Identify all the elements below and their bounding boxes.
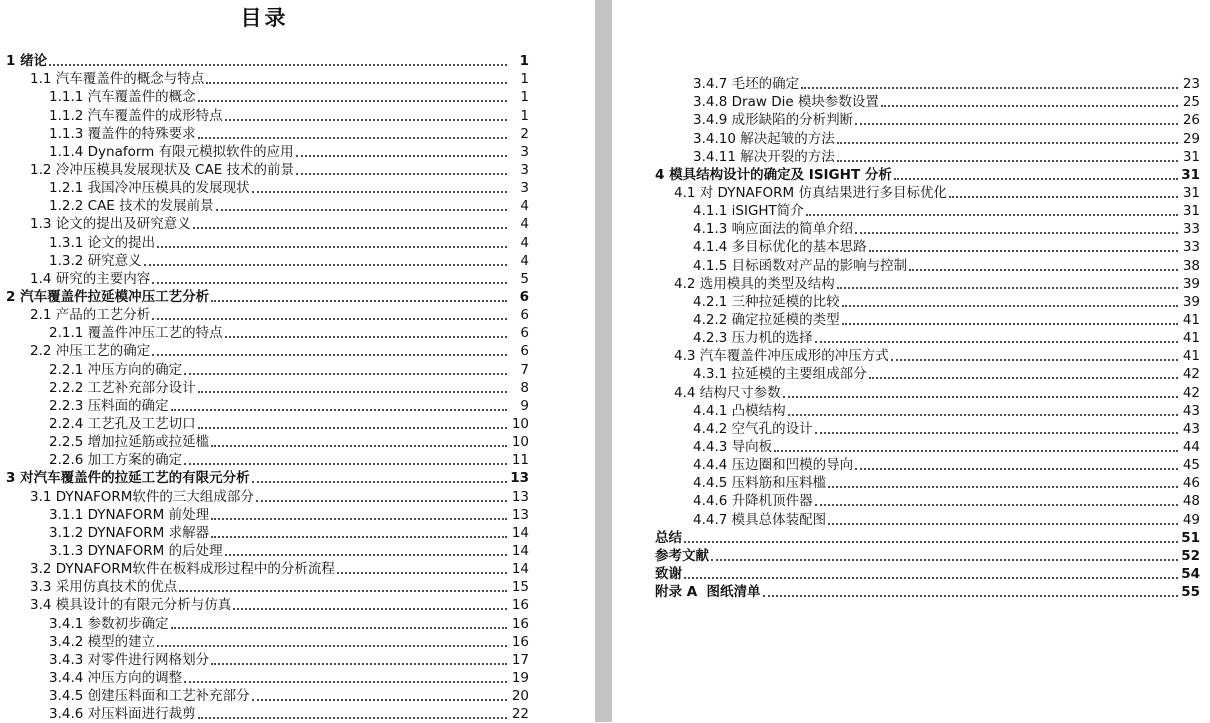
- toc-entry[interactable]: [612, 75, 1200, 93]
- toc-entry-title: 3.4.10 解决起皱的方法: [693, 130, 835, 147]
- toc-entry-title: 3.2 DYNAFORM软件在板料成形过程中的分析流程: [30, 561, 335, 578]
- dot-leader-icon: [179, 590, 507, 592]
- toc-entry[interactable]: [612, 184, 1200, 202]
- toc-entry-page-number: 5: [520, 270, 529, 287]
- dot-leader-icon: [837, 287, 1178, 289]
- toc-entry[interactable]: [0, 360, 529, 378]
- toc-entry-title: 4.4.3 导向板: [693, 438, 773, 455]
- toc-entry-title: 3.4.8 Draw Die 模块参数设置: [693, 94, 879, 111]
- dot-leader-icon: [783, 396, 1178, 398]
- toc-entry[interactable]: [0, 306, 529, 324]
- toc-entry[interactable]: [0, 524, 529, 542]
- toc-entry-page-number: 6: [520, 307, 529, 324]
- toc-entry[interactable]: [612, 456, 1200, 474]
- toc-entry-page-number: 33: [1182, 239, 1200, 256]
- toc-entry[interactable]: [612, 293, 1200, 311]
- dot-leader-icon: [828, 486, 1178, 488]
- toc-entry-title: 4.1.1 iSIGHT简介: [693, 203, 804, 220]
- toc-entry-title: 2.2.6 加工方案的确定: [49, 452, 183, 469]
- toc-entry-title: 1.1.3 覆盖件的特殊要求: [49, 125, 196, 142]
- toc-entry[interactable]: [612, 202, 1200, 220]
- toc-entry[interactable]: [0, 270, 529, 288]
- toc-entry[interactable]: [612, 347, 1200, 365]
- dot-leader-icon: [949, 196, 1178, 198]
- dot-leader-icon: [252, 699, 507, 701]
- toc-entry-page-number: 51: [1181, 529, 1200, 546]
- dot-leader-icon: [909, 269, 1178, 271]
- toc-entry[interactable]: [0, 705, 529, 723]
- toc-entry[interactable]: [0, 669, 529, 687]
- toc-entry[interactable]: [0, 125, 529, 143]
- toc-entry-title: 3.1 DYNAFORM软件的三大组成部分: [30, 488, 254, 505]
- toc-entry[interactable]: [0, 179, 529, 197]
- toc-entry-title: 1.3.1 论文的提出: [49, 234, 156, 251]
- toc-entry-title: 3.4.6 对压料面进行裁剪: [49, 706, 196, 723]
- toc-entry-page-number: 44: [1182, 438, 1200, 455]
- dot-leader-icon: [193, 227, 507, 229]
- toc-entry-title: 3.4.2 模型的建立: [49, 633, 156, 650]
- toc-entry[interactable]: [612, 238, 1200, 256]
- toc-entry-title: 3.4.1 参数初步确定: [49, 615, 169, 632]
- dot-leader-icon: [198, 137, 507, 139]
- toc-entry[interactable]: [612, 383, 1200, 401]
- toc-entry[interactable]: [0, 433, 529, 451]
- toc-entry[interactable]: [612, 129, 1200, 147]
- toc-entry-page-number: 3: [520, 161, 529, 178]
- toc-entry-title: 2.2.5 增加拉延筋或拉延槛: [49, 434, 210, 451]
- dot-leader-icon: [211, 445, 507, 447]
- dot-leader-icon: [157, 645, 507, 647]
- toc-entry[interactable]: [0, 106, 529, 124]
- dot-leader-icon: [842, 323, 1178, 325]
- dot-leader-icon: [233, 608, 507, 610]
- toc-entry-page-number: 41: [1182, 348, 1200, 365]
- toc-entry-page-number: 15: [511, 579, 529, 596]
- toc-entry-page-number: 41: [1182, 330, 1200, 347]
- toc-entry-title: 1.1.1 汽车覆盖件的概念: [49, 89, 196, 106]
- dot-leader-icon: [806, 214, 1178, 216]
- toc-entry-title: 4.4.6 升降机顶件器: [693, 493, 813, 510]
- toc-entry[interactable]: [612, 510, 1200, 528]
- toc-entry[interactable]: [612, 547, 1200, 565]
- dot-leader-icon: [198, 391, 507, 393]
- toc-entry-page-number: 26: [1182, 112, 1200, 129]
- dot-leader-icon: [184, 681, 507, 683]
- toc-entry-page-number: 16: [511, 615, 529, 632]
- toc-entry-page-number: 6: [520, 325, 529, 342]
- toc-entry-page-number: 46: [1182, 475, 1200, 492]
- dot-leader-icon: [801, 87, 1178, 89]
- dot-leader-icon: [225, 336, 507, 338]
- toc-entry-page-number: 9: [520, 397, 529, 414]
- dot-leader-icon: [216, 209, 507, 211]
- toc-entry-title: 1.1.2 汽车覆盖件的成形特点: [49, 107, 223, 124]
- toc-entry-page-number: 13: [511, 488, 529, 505]
- dot-leader-icon: [296, 173, 507, 175]
- toc-entry-title: 4.2.1 三种拉延模的比较: [693, 293, 840, 310]
- toc-entry[interactable]: [0, 596, 529, 614]
- toc-entry-title: 4.1 对 DYNAFORM 仿真结果进行多目标优化: [674, 184, 947, 201]
- dot-leader-icon: [842, 305, 1178, 307]
- toc-entry-title: 4 模具结构设计的确定及 ISIGHT 分析: [655, 166, 892, 183]
- toc-entry-page-number: 31: [1181, 166, 1200, 183]
- dot-leader-icon: [198, 427, 507, 429]
- toc-entry-title: 致谢: [655, 565, 682, 582]
- toc-entry[interactable]: [0, 415, 529, 433]
- toc-entry[interactable]: [0, 687, 529, 705]
- dot-leader-icon: [296, 155, 507, 157]
- toc-entry-title: 2 汽车覆盖件拉延模冲压工艺分析: [6, 288, 210, 305]
- dot-leader-icon: [252, 481, 507, 483]
- toc-entry-title: 3.1.3 DYNAFORM 的后处理: [49, 542, 223, 559]
- toc-entry-page-number: 52: [1181, 547, 1200, 564]
- dot-leader-icon: [815, 432, 1178, 434]
- dot-leader-icon: [891, 359, 1178, 361]
- dot-leader-icon: [855, 123, 1178, 125]
- toc-entry[interactable]: [0, 215, 529, 233]
- toc-entry-title: 1.4 研究的主要内容: [30, 270, 151, 287]
- toc-entry[interactable]: [0, 451, 529, 469]
- dot-leader-icon: [763, 595, 1178, 597]
- toc-entry-title: 1.3.2 研究意义: [49, 252, 142, 269]
- dot-leader-icon: [198, 717, 507, 719]
- dot-leader-icon: [256, 500, 507, 502]
- toc-entry-title: 3.4.7 毛坯的确定: [693, 76, 800, 93]
- dot-leader-icon: [828, 523, 1178, 525]
- toc-entry-page-number: 1: [519, 53, 529, 70]
- toc-entry-page-number: 13: [510, 470, 529, 487]
- toc-entry-page-number: 6: [519, 288, 529, 305]
- toc-entry-page-number: 19: [511, 669, 529, 686]
- dot-leader-icon: [894, 178, 1178, 180]
- toc-entry-page-number: 39: [1182, 293, 1200, 310]
- toc-entry-title: 4.4.2 空气孔的设计: [693, 420, 813, 437]
- toc-entry-title: 2.2 冲压工艺的确定: [30, 343, 151, 360]
- toc-entry[interactable]: [0, 560, 529, 578]
- toc-entry[interactable]: [0, 288, 529, 306]
- toc-entry-page-number: 31: [1182, 184, 1200, 201]
- toc-entry-page-number: 17: [511, 651, 529, 668]
- toc-entry-page-number: 7: [520, 361, 529, 378]
- toc-entry[interactable]: [0, 506, 529, 524]
- toc-entry-page-number: 45: [1182, 457, 1200, 474]
- toc-entry[interactable]: [0, 379, 529, 397]
- dot-leader-icon: [855, 232, 1178, 234]
- dot-leader-icon: [211, 663, 507, 665]
- toc-entry-page-number: 23: [1182, 76, 1200, 93]
- toc-entry-page-number: 38: [1182, 257, 1200, 274]
- toc-entry-page-number: 13: [511, 506, 529, 523]
- toc-entry-title: 2.2.3 压料面的确定: [49, 397, 169, 414]
- dot-leader-icon: [171, 627, 507, 629]
- toc-entry[interactable]: [612, 329, 1200, 347]
- dot-leader-icon: [184, 373, 507, 375]
- dot-leader-icon: [157, 246, 507, 248]
- toc-entry[interactable]: [0, 614, 529, 632]
- toc-entry-page-number: 10: [511, 434, 529, 451]
- toc-entry[interactable]: [612, 529, 1200, 547]
- toc-entry[interactable]: [612, 365, 1200, 383]
- toc-entry-title: 3.4.4 冲压方向的调整: [49, 669, 183, 686]
- toc-entry[interactable]: [612, 492, 1200, 510]
- toc-entry-title: 3.4 模具设计的有限元分析与仿真: [30, 597, 232, 614]
- toc-entry-page-number: 43: [1182, 402, 1200, 419]
- dot-leader-icon: [684, 577, 1178, 579]
- toc-entry-page-number: 16: [511, 597, 529, 614]
- toc-entry-title: 4.1.5 目标函数对产品的影响与控制: [693, 257, 908, 274]
- toc-entry-title: 3 对汽车覆盖件的拉延工艺的有限元分析: [6, 470, 250, 487]
- toc-entry-title: 4.3 汽车覆盖件冲压成形的冲压方式: [674, 348, 889, 365]
- dot-leader-icon: [184, 463, 507, 465]
- toc-entry-page-number: 6: [520, 343, 529, 360]
- toc-entry-page-number: 33: [1182, 221, 1200, 238]
- toc-entry-title: 4.4.5 压料筋和压料槛: [693, 475, 827, 492]
- toc-entry-title: 3.4.11 解决开裂的方法: [693, 148, 835, 165]
- toc-entry-page-number: 10: [511, 415, 529, 432]
- toc-entry-page-number: 3: [520, 180, 529, 197]
- toc-entry-title: 3.3 采用仿真技术的优点: [30, 579, 178, 596]
- toc-entry-title: 2.2.2 工艺补充部分设计: [49, 379, 196, 396]
- toc-entry-page-number: 4: [520, 252, 529, 269]
- toc-entry[interactable]: [0, 397, 529, 415]
- toc-entry-title: 4.3.1 拉延模的主要组成部分: [693, 366, 867, 383]
- toc-entry-page-number: 29: [1182, 130, 1200, 147]
- toc-entry[interactable]: [0, 252, 529, 270]
- toc-entry-title: 1.2.1 我国冷冲压模具的发展现状: [49, 180, 250, 197]
- dot-leader-icon: [774, 450, 1178, 452]
- toc-entry-title: 3.1.2 DYNAFORM 求解器: [49, 524, 210, 541]
- toc-entry-page-number: 1: [520, 89, 529, 106]
- toc-entry-page-number: 43: [1182, 420, 1200, 437]
- toc-entry-title: 1.2 冷冲压模具发展现状及 CAE 技术的前景: [30, 161, 295, 178]
- dot-leader-icon: [152, 318, 507, 320]
- toc-entry-page-number: 4: [520, 198, 529, 215]
- dot-leader-icon: [869, 250, 1178, 252]
- toc-entry-page-number: 31: [1182, 203, 1200, 220]
- toc-entry-title: 4.2 选用模具的类型及结构: [674, 275, 835, 292]
- toc-entry-title: 1.2.2 CAE 技术的发展前景: [49, 198, 214, 215]
- page-left: [0, 0, 595, 722]
- toc-entry-page-number: 2: [520, 125, 529, 142]
- dot-leader-icon: [337, 572, 507, 574]
- toc-entry-page-number: 1: [520, 71, 529, 88]
- toc-entry[interactable]: [612, 275, 1200, 293]
- toc-entry[interactable]: [0, 197, 529, 215]
- toc-entry[interactable]: [0, 70, 529, 88]
- toc-entry-page-number: 48: [1182, 493, 1200, 510]
- dot-leader-icon: [837, 160, 1178, 162]
- toc-entry[interactable]: [0, 233, 529, 251]
- toc-entry-page-number: 14: [511, 524, 529, 541]
- toc-entry[interactable]: [0, 542, 529, 560]
- toc-entry-title: 4.2.3 压力机的选择: [693, 330, 813, 347]
- toc-entry-title: 4.1.3 响应面法的简单介绍: [693, 221, 854, 238]
- toc-entry[interactable]: [612, 583, 1200, 601]
- toc-entry-title: 附录 A 图纸清单: [655, 584, 761, 601]
- dot-leader-icon: [211, 300, 507, 302]
- page-right: [612, 0, 1210, 722]
- toc-entry-page-number: 22: [511, 706, 529, 723]
- page-divider: [595, 0, 612, 722]
- toc-entry[interactable]: [0, 52, 529, 70]
- toc-entry[interactable]: [612, 438, 1200, 456]
- dot-leader-icon: [837, 142, 1178, 144]
- toc-entry[interactable]: [0, 88, 529, 106]
- toc-entry-page-number: 3: [520, 143, 529, 160]
- toc-entry-title: 4.4.7 模具总体装配图: [693, 511, 827, 528]
- toc-entry[interactable]: [0, 578, 529, 596]
- toc-entry[interactable]: [0, 633, 529, 651]
- toc-entry[interactable]: [0, 469, 529, 487]
- dot-leader-icon: [815, 341, 1178, 343]
- toc-entry-page-number: 49: [1182, 511, 1200, 528]
- toc-entry-page-number: 42: [1182, 384, 1200, 401]
- toc-entry-title: 4.4.1 凸模结构: [693, 402, 786, 419]
- toc-entry[interactable]: [612, 256, 1200, 274]
- toc-entry-page-number: 20: [511, 688, 529, 705]
- toc-entry[interactable]: [612, 402, 1200, 420]
- toc-entry-page-number: 39: [1182, 275, 1200, 292]
- toc-entry[interactable]: [612, 474, 1200, 492]
- toc-entry-page-number: 16: [511, 633, 529, 650]
- toc-entry[interactable]: [612, 311, 1200, 329]
- dot-leader-icon: [225, 119, 507, 121]
- toc-entry-page-number: 4: [520, 234, 529, 251]
- toc-entry[interactable]: [612, 220, 1200, 238]
- toc-entry[interactable]: [612, 420, 1200, 438]
- dot-leader-icon: [815, 504, 1178, 506]
- dot-leader-icon: [225, 554, 507, 556]
- dot-leader-icon: [198, 100, 507, 102]
- dot-leader-icon: [144, 264, 507, 266]
- toc-entry-page-number: 54: [1181, 565, 1200, 582]
- toc-entry-title: 4.4 结构尺寸参数: [674, 384, 781, 401]
- dot-leader-icon: [211, 536, 507, 538]
- toc-entry-page-number: 42: [1182, 366, 1200, 383]
- toc-entry[interactable]: [612, 148, 1200, 166]
- dot-leader-icon: [855, 468, 1178, 470]
- toc-entry[interactable]: [0, 161, 529, 179]
- toc-entry[interactable]: [0, 143, 529, 161]
- toc-list-left: [0, 52, 529, 723]
- toc-entry-page-number: 1: [520, 107, 529, 124]
- dot-leader-icon: [152, 354, 507, 356]
- toc-entry-title: 2.1 产品的工艺分析: [30, 307, 151, 324]
- dot-leader-icon: [152, 282, 507, 284]
- toc-entry[interactable]: [612, 93, 1200, 111]
- dot-leader-icon: [206, 82, 507, 84]
- dot-leader-icon: [684, 541, 1178, 543]
- toc-list-right: [612, 75, 1200, 601]
- dot-leader-icon: [252, 191, 507, 193]
- toc-entry-page-number: 11: [511, 452, 529, 469]
- toc-entry[interactable]: [612, 565, 1200, 583]
- toc-entry[interactable]: [0, 651, 529, 669]
- toc-entry[interactable]: [612, 166, 1200, 184]
- toc-entry-title: 4.2.2 确定拉延模的类型: [693, 311, 840, 328]
- toc-entry-title: 参考文献: [655, 547, 709, 564]
- toc-entry[interactable]: [0, 342, 529, 360]
- toc-entry-title: 3.4.5 创建压料面和工艺补充部分: [49, 688, 250, 705]
- toc-entry[interactable]: [612, 111, 1200, 129]
- toc-entry-title: 1.1 汽车覆盖件的概念与特点: [30, 71, 205, 88]
- toc-entry-page-number: 8: [520, 379, 529, 396]
- toc-entry-title: 3.1.1 DYNAFORM 前处理: [49, 506, 210, 523]
- dot-leader-icon: [211, 518, 507, 520]
- dot-leader-icon: [711, 559, 1178, 561]
- dot-leader-icon: [881, 105, 1178, 107]
- toc-entry-page-number: 25: [1182, 94, 1200, 111]
- toc-entry[interactable]: [0, 487, 529, 505]
- toc-entry-page-number: 4: [520, 216, 529, 233]
- dot-leader-icon: [869, 377, 1178, 379]
- toc-entry-page-number: 41: [1182, 311, 1200, 328]
- toc-entry-title: 1 绪论: [6, 53, 48, 70]
- toc-entry-title: 1.1.4 Dynaform 有限元模拟软件的应用: [49, 143, 294, 160]
- toc-entry-title: 3.4.9 成形缺陷的分析判断: [693, 112, 854, 129]
- toc-entry-title: 2.1.1 覆盖件冲压工艺的特点: [49, 325, 223, 342]
- toc-entry-page-number: 14: [511, 542, 529, 559]
- dot-leader-icon: [171, 409, 507, 411]
- dot-leader-icon: [788, 414, 1178, 416]
- toc-entry-title: 总结: [655, 529, 682, 546]
- toc-entry-title: 4.4.4 压边圈和凹模的导向: [693, 457, 854, 474]
- toc-entry-title: 2.2.4 工艺孔及工艺切口: [49, 415, 196, 432]
- toc-title: 目录: [240, 6, 289, 30]
- toc-entry-page-number: 31: [1182, 148, 1200, 165]
- dot-leader-icon: [49, 64, 507, 66]
- toc-entry-title: 3.4.3 对零件进行网格划分: [49, 651, 210, 668]
- toc-entry-page-number: 14: [511, 561, 529, 578]
- toc-entry[interactable]: [0, 324, 529, 342]
- toc-entry-title: 2.2.1 冲压方向的确定: [49, 361, 183, 378]
- toc-entry-title: 4.1.4 多目标优化的基本思路: [693, 239, 867, 256]
- toc-entry-title: 1.3 论文的提出及研究意义: [30, 216, 191, 233]
- toc-entry-page-number: 55: [1181, 584, 1200, 601]
